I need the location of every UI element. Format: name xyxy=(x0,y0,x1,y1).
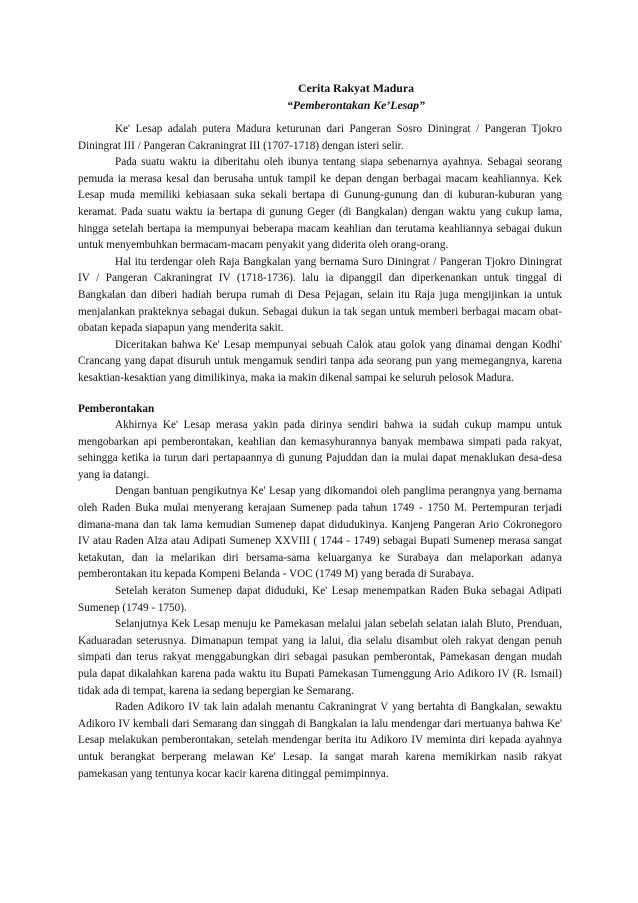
title-block xyxy=(150,80,562,114)
document-page xyxy=(78,80,562,782)
paragraph: Ke' Lesap adalah putera Madura keturunan dari Pangeran Sosro Diningrat / Pangeran Tjokro Diningrat III / Pangeran Cakraningrat III (1707-1718) dengan isteri selir. xyxy=(78,123,562,152)
paragraph: Selanjutnya Kek Lesap menuju ke Pamekasan melalui jalan sebelah selatan ialah Bluto, Prenduan, Kaduaradan seterusnya. Dimanapun tempat yang ia lalui, dia selalu disambut oleh rakyat dengan penuh simpati dan terus rakyat menggabungkan diri sebagai pasukan pemberontak, Pamekasan dengan mudah pula dapat dikalahkan karena pada waktu itu Bupati Pamekasan Tumenggung Ario Adikoro IV (R. Ismail) tidak ada di tempat, karena ia sedang bepergian ke Semarang. xyxy=(78,618,562,697)
paragraph: Diceritakan bahwa Ke' Lesap mempunyai sebuah Calok atau golok yang dinamai dengan Kodhi' Crancang yang dapat disuruh untuk mengamuk sendiri tanpa ada seorang pun yang memegangnya, karena kesaktian-kesaktian yang dimilikinya, maka ia makin dikenal sampai ke seluruh pelosok Madura. xyxy=(78,338,562,384)
paragraph: Setelah keraton Sumenep dapat diduduki, Ke' Lesap menempatkan Raden Buka sebagai Adipati Sumenep (1749 - 1750). xyxy=(78,585,562,614)
paragraph: Raden Adikoro IV tak lain adalah menantu Cakraningrat V yang bertahta di Bangkalan, sewaktu Adikoro IV kembali dari Semarang dan singgah di Bangkalan ia lalu mendengar dari mertuanya bahwa Ke' Lesap melakukan pemberontakan, setelah mendengar berita itu Adikoro IV meminta diri kepada ayahnya untuk berangkat berperang melawan Ke' Lesap. Ia sangat marah karena memikirkan nasib rakyat pamekasan yang tentunya kocar kacir karena ditinggal pemimpinnya. xyxy=(78,701,562,780)
section-heading: Pemberontakan xyxy=(78,402,155,415)
paragraph: Dengan bantuan pengikutnya Ke' Lesap yang dikomandoi oleh panglima perangnya yang bernama oleh Raden Buka mulai menyerang kerajaan Sumenep pada tahun 1749 - 1750 M. Pertempuran terjadi dimana-mana dan tak lama kemudian Sumenep dapat didudukinya. Kanjeng Pangeran Ario Cokronegoro IV atau Raden Alza atau Adipati Sumenep XXVIII ( 1744 - 1749) sebagai Bupati Sumenep merasa sangat ketakutan, dan ia melarikan diri bersama-sama keluarganya ke Surabaya dan melaporkan adanya pemberontakan itu kepada Kompeni Belanda - VOC (1749 M) yang berada di Surabaya. xyxy=(78,485,562,581)
paragraph: Pada suatu waktu ia diberitahu oleh ibunya tentang siapa sebenarnya ayahnya. Sebagai seorang pemuda ia merasa kesal dan berusaha untuk tampil ke depan dengan berbagai macam keahliannya. Kek Lesap muda memiliki kebiasaan suka sekali bertapa di Gunung-gunung dan di kuburan-kuburan yang keramat. Pada suatu waktu ia bertapa di gunung Geger (di Bangkalan) dengan waktu yang cukup lama, hingga setelah bertapa ia mempunyai beberapa macam keahlian dan terutama keahliannya sebagai dukun untuk menyembuhkan bermacam-macam penyakit yang diderita oleh orang-orang. xyxy=(78,156,562,252)
paragraph: Akhirnya Ke' Lesap merasa yakin pada dirinya sendiri bahwa ia sudah cukup mampu untuk mengobarkan api pemberontakan, keahlian dan kemasyhurannya banyak membawa simpati pada rakyat, sehingga ketika ia turun dari pertapaannya di gunung Pajuddan dan ia mulai dapat menaklukan desa-desa yang ia datangi. xyxy=(78,419,562,481)
document-title: Cerita Rakyat Madura xyxy=(298,81,414,95)
document-subtitle: “Pemberontakan Ke’Lesap” xyxy=(287,98,425,112)
paragraph: Hal itu terdengar oleh Raja Bangkalan yang bernama Suro Diningrat / Pangeran Tjokro Diningrat IV / Pangeran Cakraningrat IV (1718-1736). lalu ia dipanggil dan diperkenankan untuk tinggal di Bangkalan dan diberi hadiah berupa rumah di Desa Pejagan, selain itu Raja juga mengijinkan ia untuk menjalankan prakteknya sebagai dukun. Sebagai dukun ia tak segan untuk memberi berbagai macam obat-obatan kepada siapapun yang menderita sakit. xyxy=(78,255,562,335)
